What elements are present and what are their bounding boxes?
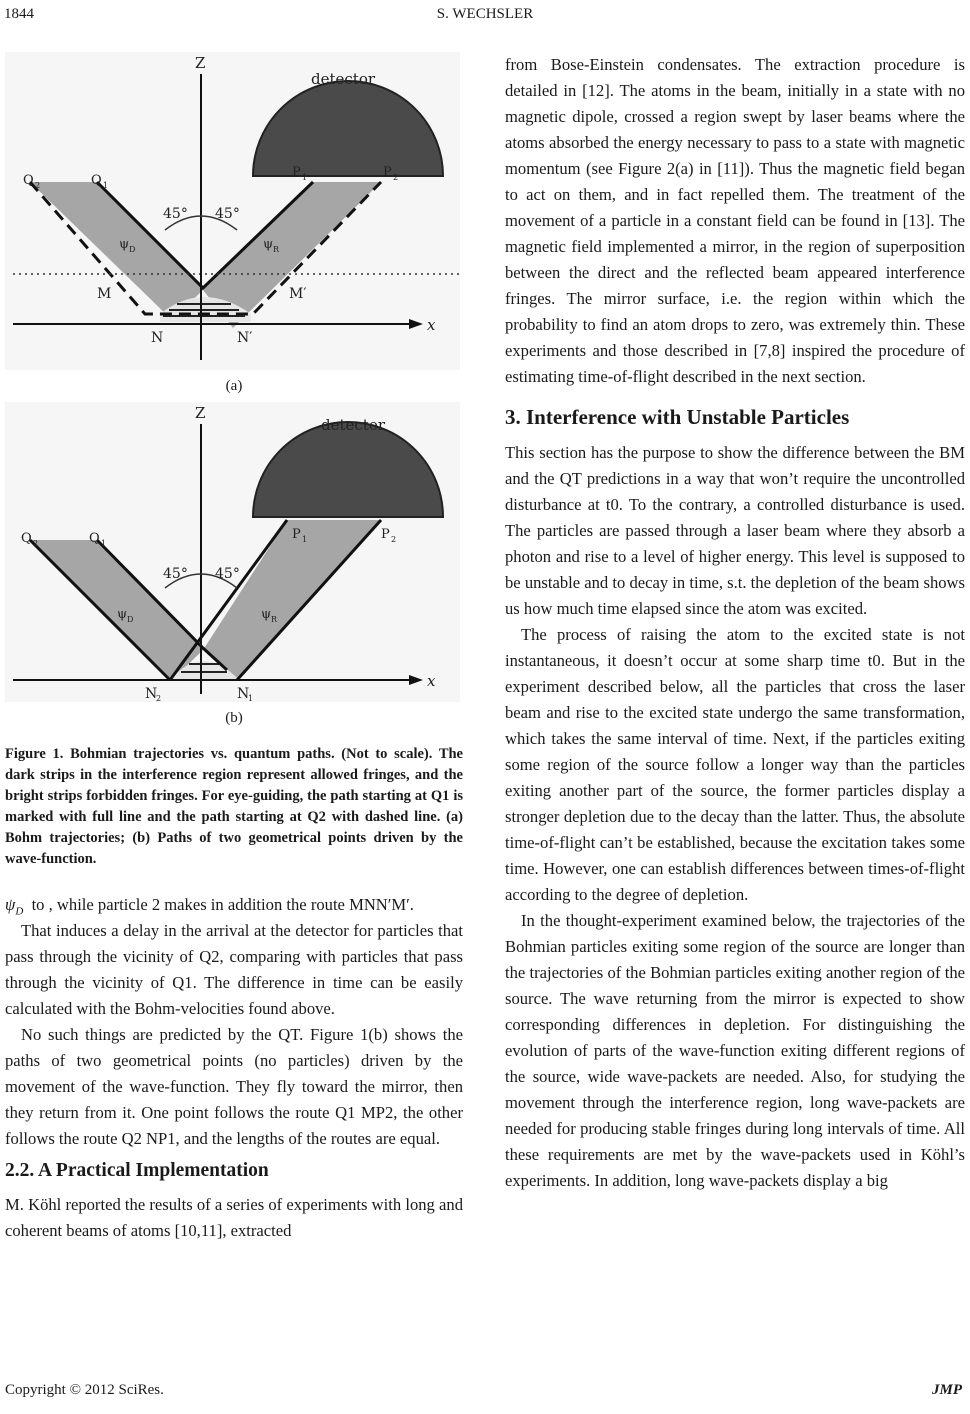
n1-subscript: 1 [248, 694, 254, 702]
z-axis-label: Z [195, 54, 206, 72]
left-paragraph-2: No such things are predicted by the QT. Figure 1(b) shows the paths of two geometrical points (no particles) driven by the movement of the wave-function. They fly toward the mirror, then they return from it. One point follows the route Q1 MP2, the other follows the route Q2 NP1, and the lengths of the routes are equal. [5, 1025, 463, 1148]
p2-subscript: 2 [391, 535, 397, 544]
angle-left-label: 45° [163, 566, 188, 582]
psi-d-label: ψ [117, 607, 128, 622]
p1-label: P [292, 165, 301, 180]
p2-label: P [383, 165, 392, 180]
p2-subscript: 2 [393, 173, 399, 182]
figure-1a [5, 52, 460, 370]
detector-label: detector [321, 416, 386, 434]
x-axis-label: x [427, 316, 436, 334]
q2-label: Q [23, 173, 34, 188]
m-label: M [97, 286, 112, 302]
q1-label: Q [91, 173, 102, 188]
figure-1b-label: (b) [225, 710, 243, 726]
n2-label: N [145, 686, 158, 702]
n-label: N [151, 330, 164, 346]
psi-r-subscript: R [271, 615, 278, 624]
left-paragraph-0-text: to , while particle 2 makes in addition the route MNN′M′. [31, 895, 414, 914]
n2-subscript: 2 [156, 694, 162, 702]
right-paragraph-1: from Bose-Einstein condensates. The extraction procedure is detailed in [12]. The atoms in the beam, initially in a state with no magnetic dipole, crossed a region swept by laser beams where the atoms absorbed the energy necessary to pass to a state with magnetic momentum (see Figure 2(a) in [11]). Thus the magnetic field began to act on them, and in fact repelled them. The treatment of the movement of a particle in a constant field can be found in [13]. The magnetic field implemented a mirror, in the region of superposition between the direct and the reflected beam appeared interference fringes. The mirror surface, i.e. the region within which the probability to find an atom drops to zero, was extremely thin. These experiments and those described in [7,8] inspired the procedure of estimating time-of-flight described in the next section. [505, 55, 965, 386]
q1-subscript: 1 [103, 181, 109, 190]
n1-label: N [237, 686, 250, 702]
psi-r-label: ψ [263, 237, 274, 252]
figure-1a-label: (a) [225, 378, 243, 394]
footer-journal: JMP [932, 1382, 962, 1398]
q1-label: Q [89, 531, 100, 546]
psi-d-subscript: D [127, 615, 134, 624]
right-paragraph-4: In the thought-experiment examined below, the trajectories of the Bohmian particles exiting some region of the source are longer than the trajectories of the Bohmian particles exiting another region of the source. The wave returning from the mirror is expected to show corresponding differences in depletion. For distinguishing the evolution of parts of the wave-function exiting different regions of the source, wide wave-packets are needed. Also, for studying the movement through the interference region, long wave-packets are needed for producing stable fringes during long intervals of time. All these requirements are met by the wave-packets used in Köhl’s experiments. In addition, long wave-packets display a big [505, 911, 965, 1190]
right-paragraph-2: This section has the purpose to show the difference between the BM and the QT predictions in a way that won’t require the uncontrolled disturbance at t0. To the contrary, a controlled disturbance is used. The particles are passed through a laser beam where they absorb a photon and rise to a level of higher energy. This level is supposed to be unstable and to decay in time, s.t. the depletion of the beam shows us how much time elapsed since the atom was excited. [505, 443, 965, 618]
psi-d-symbol: $\psi_D$ [5, 895, 24, 918]
q1-subscript: 1 [101, 539, 107, 548]
section-heading-3: 3. Interference with Unstable Particles [505, 405, 850, 429]
figure-1-caption: Figure 1. Bohmian trajectories vs. quantum paths. (Not to scale). The dark strips in the interference region represent allowed fringes, and the bright strips forbidden fringes. For eye-guiding, the path starting at Q1 is marked with full line and the path starting at Q2 with dashed line. (a) Bohm trajectories; (b) Paths of two geometrical points driven by the wave-function. [5, 746, 463, 867]
angle-left-label: 45° [163, 206, 188, 222]
angle-right-label: 45° [215, 566, 240, 582]
m-prime-label: M′ [289, 286, 307, 302]
angle-right-label: 45° [215, 206, 240, 222]
figure-1b [5, 402, 460, 702]
right-paragraph-3: The process of raising the atom to the excited state is not instantaneous, it doesn’t occur at some sharp time t0. But in the experiment described below, all the particles that cross the laser beam and rise to the excited state undergo the same transformation, which takes the same interval of time. Next, if the particles exiting some region of the source follow a longer way than the particles exiting another part of the source, the former particles display a stronger depletion due to the decay than the latter. Thus, the absolute time-of-flight can’t be established, because the excitation takes some time. However, one can establish differences between times-of-flight according to the degree of depletion. [505, 625, 965, 904]
detector-label: detector [311, 70, 376, 88]
left-paragraph-0 [5, 892, 463, 918]
p2-label: P [381, 527, 390, 542]
footer-copyright: Copyright © 2012 SciRes. [5, 1382, 164, 1398]
psi-r-subscript: R [273, 245, 280, 254]
psi-d-label: ψ [119, 237, 130, 252]
z-axis-label: Z [195, 404, 206, 422]
q2-label: Q [21, 531, 32, 546]
section-heading-2-2: 2.2. A Practical Implementation [5, 1160, 269, 1181]
q2-subscript: 2 [35, 181, 41, 190]
x-axis-label: x [427, 672, 436, 690]
left-paragraph-1: That induces a delay in the arrival at the detector for particles that pass through the vicinity of Q2, comparing with particles that pass through the vicinity of Q1. The difference in time can be easily calculated with the Bohm-velocities found above. [5, 921, 463, 1018]
page-number: 1844 [4, 6, 34, 22]
p1-subscript: 1 [302, 535, 308, 544]
left-paragraph-3: M. Köhl reported the results of a series of experiments with long and coherent beams of atoms [10,11], extracted [5, 1195, 463, 1240]
right-column [505, 52, 965, 1194]
psi-r-label: ψ [261, 607, 272, 622]
running-header-author: S. WECHSLER [436, 6, 534, 22]
p1-label: P [292, 527, 301, 542]
psi-d-subscript: D [129, 245, 136, 254]
n-prime-label: N′ [237, 330, 253, 346]
q2-subscript: 2 [33, 539, 39, 548]
left-column [5, 52, 463, 1244]
p1-subscript: 1 [302, 173, 308, 182]
